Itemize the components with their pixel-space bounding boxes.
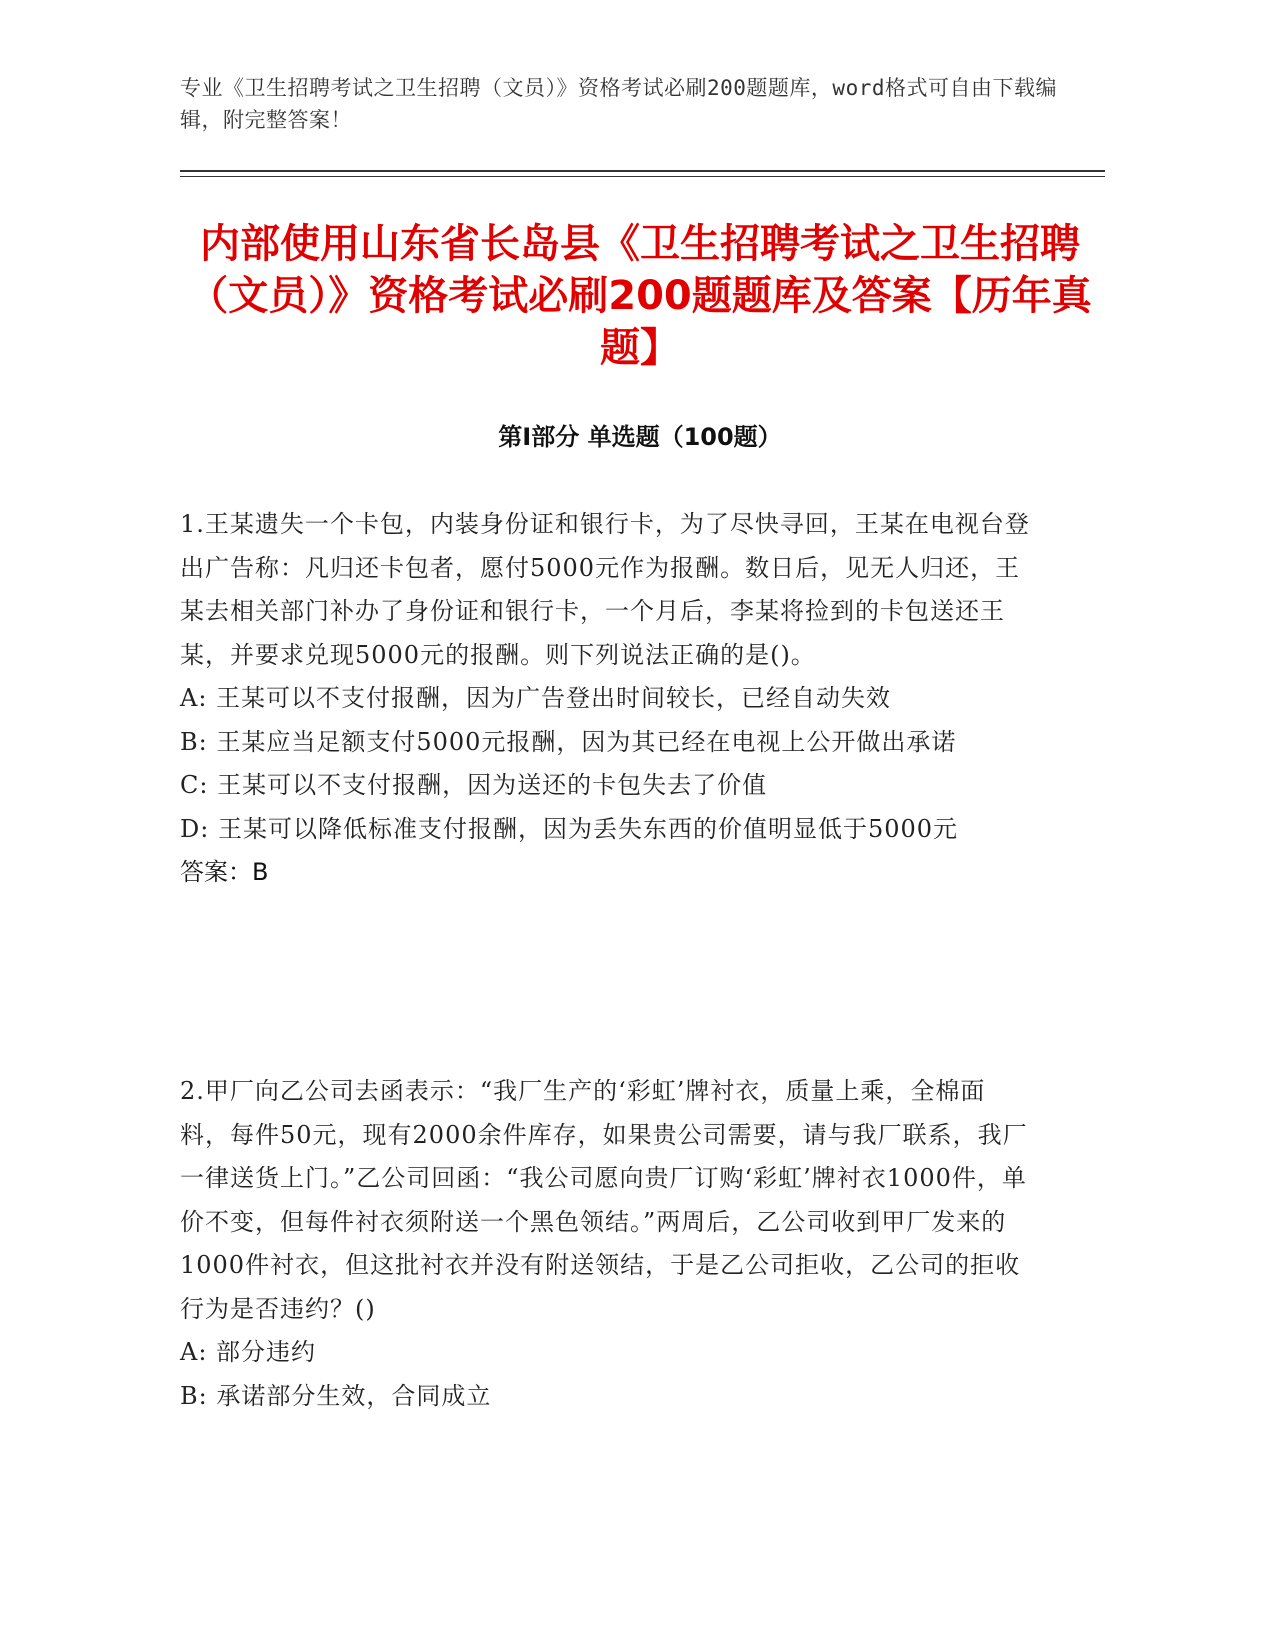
section-heading: 第I部分 单选题（100题） xyxy=(498,423,782,451)
answer-label: 答案：B xyxy=(180,858,269,886)
option-b: B: 王某应当足额支付5000元报酬，因为其已经在电视上公开做出承诺 xyxy=(180,727,957,756)
question-1 xyxy=(180,503,1030,895)
option-a: A: 王某可以不支付报酬，因为广告登出时间较长，已经自动失效 xyxy=(180,684,892,712)
question-2 xyxy=(180,1070,1030,1418)
header-rule-thick xyxy=(180,170,1105,172)
header-rule-thin xyxy=(180,176,1105,177)
header-note: 专业《卫生招聘考试之卫生招聘（文员）》资格考试必刷200题题库，word格式可自由下载编辑，附完整答案！ xyxy=(180,76,1057,132)
document-title: 内部使用山东省长岛县《卫生招聘考试之卫生招聘（文员）》资格考试必刷200题题库及答案【历年真题】 xyxy=(188,221,1092,371)
question-stem: 1.王某遗失一个卡包，内装身份证和银行卡，为了尽快寻回，王某在电视台登出广告称：凡归还卡包者，愿付5000元作为报酬。数日后，见无人归还，王某去相关部门补办了身份证和银行卡，一个月后，李某将捡到的卡包送还王某，并要求兑现5000元的报酬。则下列说法正确的是()。 xyxy=(180,510,1030,669)
option-c: C: 王某可以不支付报酬，因为送还的卡包失去了价值 xyxy=(180,771,768,799)
option-d: D: 王某可以降低标准支付报酬，因为丢失东西的价值明显低于5000元 xyxy=(180,814,959,843)
question-stem: 2.甲厂向乙公司去函表示：“我厂生产的‘彩虹’牌衬衣，质量上乘，全棉面料，每件50元，现有2000余件库存，如果贵公司需要，请与我厂联系，我厂一律送货上门。”乙公司回函：“我公司愿向贵厂订购‘彩虹’牌衬衣1000件，单价不变，但每件衬衣须附送一个黑色领结。”两周后，乙公司收到甲厂发来的1000件衬衣，但这批衬衣并没有附送领结，于是乙公司拒收，乙公司的拒收行为是否违约？() xyxy=(180,1077,1028,1323)
option-b: B: 承诺部分生效，合同成立 xyxy=(180,1381,492,1410)
option-a: A: 部分违约 xyxy=(180,1338,317,1366)
